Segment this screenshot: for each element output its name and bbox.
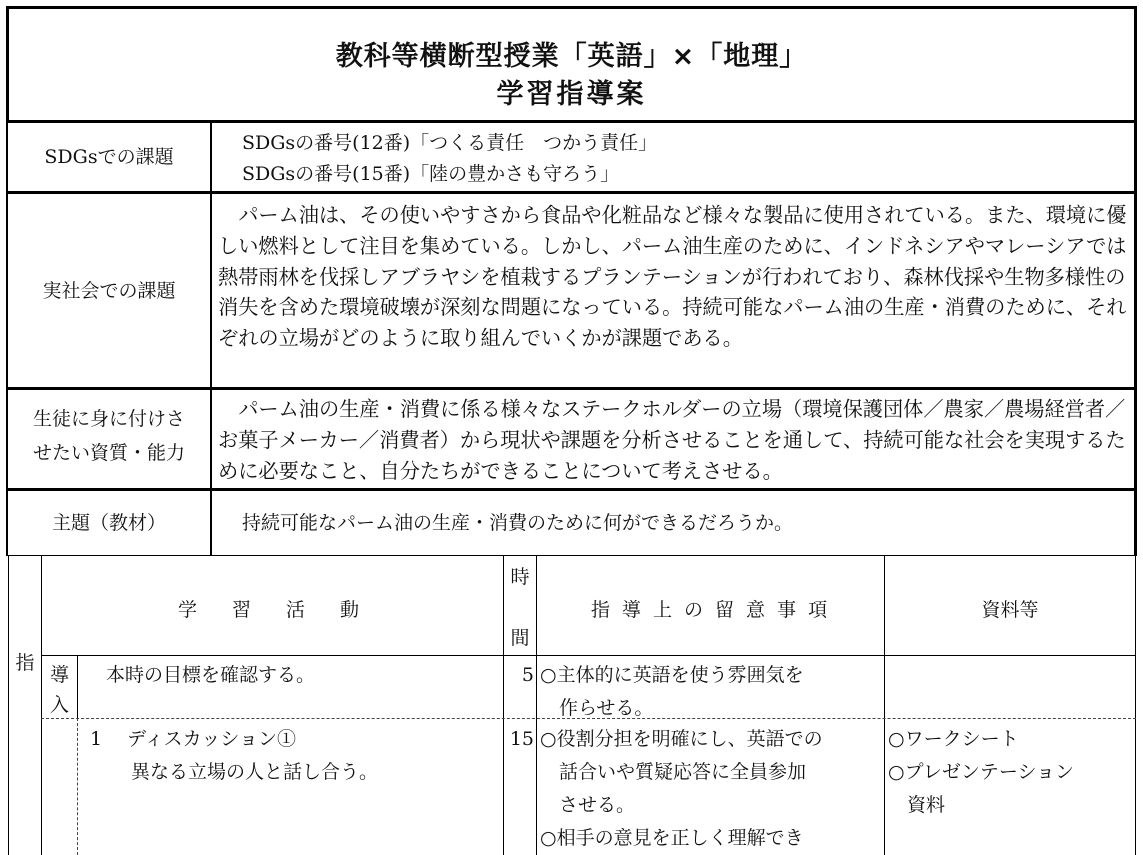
theme-row-divider xyxy=(210,491,212,555)
society-row-bottom xyxy=(6,387,1137,390)
theme-row-right xyxy=(1134,491,1137,555)
sdgs-goal-12: SDGsの番号(12番)「つくる責任 つかう責任」 xyxy=(242,132,658,154)
society-row-right xyxy=(1134,194,1137,388)
theme-label: 主題（教材） xyxy=(51,512,166,534)
discussion-activity-1: 1 ディスカッション① xyxy=(90,728,297,750)
plan-time-left xyxy=(503,556,504,855)
plan-phase-divider-dashed xyxy=(77,718,78,855)
plan-right-border xyxy=(1135,556,1136,855)
header-notes: 指 導 上 の 留 意 事 項 xyxy=(590,599,831,621)
society-label: 実社会での課題 xyxy=(42,280,176,302)
ability-label-line1: 生徒に身に付けさ xyxy=(32,408,185,430)
plan-left-border xyxy=(8,556,9,855)
intro-phase-line2: 入 xyxy=(49,694,69,716)
sdgs-label: SDGsでの課題 xyxy=(44,146,174,168)
header-time-1: 時 xyxy=(510,566,530,588)
document-title: 教科等横断型授業「英語」×「地理」 xyxy=(335,41,808,72)
intro-activity: 本時の目標を確認する。 xyxy=(106,664,316,686)
intro-phase-label xyxy=(42,660,77,720)
plan-side-label: 指 xyxy=(15,652,35,674)
ability-text: パーム油の生産・消費に係る様々なステークホルダーの立場（環境保護団体／農家／農場経営者／お菓子メーカー／消費者）から現状や課題を分析させることを通して、持続可能な社会を実現するために必要なこと、自分たちができることについて考えさせる。 xyxy=(218,397,1126,483)
plan-phase-divider xyxy=(77,655,78,718)
theme-text: 持続可能なパーム油の生産・消費のために何ができるだろうか。 xyxy=(242,512,794,534)
header-activity: 学 習 活 動 xyxy=(177,599,367,621)
sdgs-goal-15: SDGsの番号(15番)「陸の豊かさも守ろう」 xyxy=(242,163,620,185)
theme-row-bottom xyxy=(6,555,1137,556)
sdgs-row-right xyxy=(1134,123,1137,193)
ability-row-divider xyxy=(210,390,212,490)
sdgs-row-divider xyxy=(210,123,212,193)
intro-notes: ○主体的に英語を使う雰囲気を 作らせる。 xyxy=(540,664,804,719)
discussion-materials: ○ワークシート ○プレゼンテーション 資料 xyxy=(888,728,1075,816)
document-subtitle: 学習指導案 xyxy=(496,79,647,110)
ability-label-line2: せたい資質・能力 xyxy=(32,442,185,464)
discussion-activity-2: 異なる立場の人と話し合う。 xyxy=(131,761,379,783)
society-row-divider xyxy=(210,194,212,388)
header-materials: 資料等 xyxy=(981,599,1039,621)
plan-header-bottom xyxy=(41,655,1136,656)
intro-phase-line1: 導 xyxy=(49,664,69,686)
intro-time: 5 xyxy=(521,664,534,686)
ability-row-right xyxy=(1134,390,1137,490)
header-time-2: 間 xyxy=(510,627,530,649)
discussion-notes: ○役割分担を明確にし、英語での 話合いや質疑応答に全員参加 させる。 ○相手の意見を正しく理解でき xyxy=(540,728,823,849)
title-border-top xyxy=(6,6,1137,9)
society-text: パーム油は、その使いやすさから食品や化粧品など様々な製品に使用されている。また、環境に優しい燃料として注目を集めている。しかし、パーム油生産のために、インドネシアやマレーシアでは熱帯雨林を伐採しアブラヤシを植栽するプランテーションが行われており、森林伐採や生物多様性の消失を含めた環境破壊が深刻な問題になっている。持続可能なパーム油の生産・消費のために、それぞれの立場がどのように取り組んでいくかが課題である。 xyxy=(218,203,1127,351)
ability-label xyxy=(8,394,210,486)
discussion-time: 15 xyxy=(509,728,534,750)
